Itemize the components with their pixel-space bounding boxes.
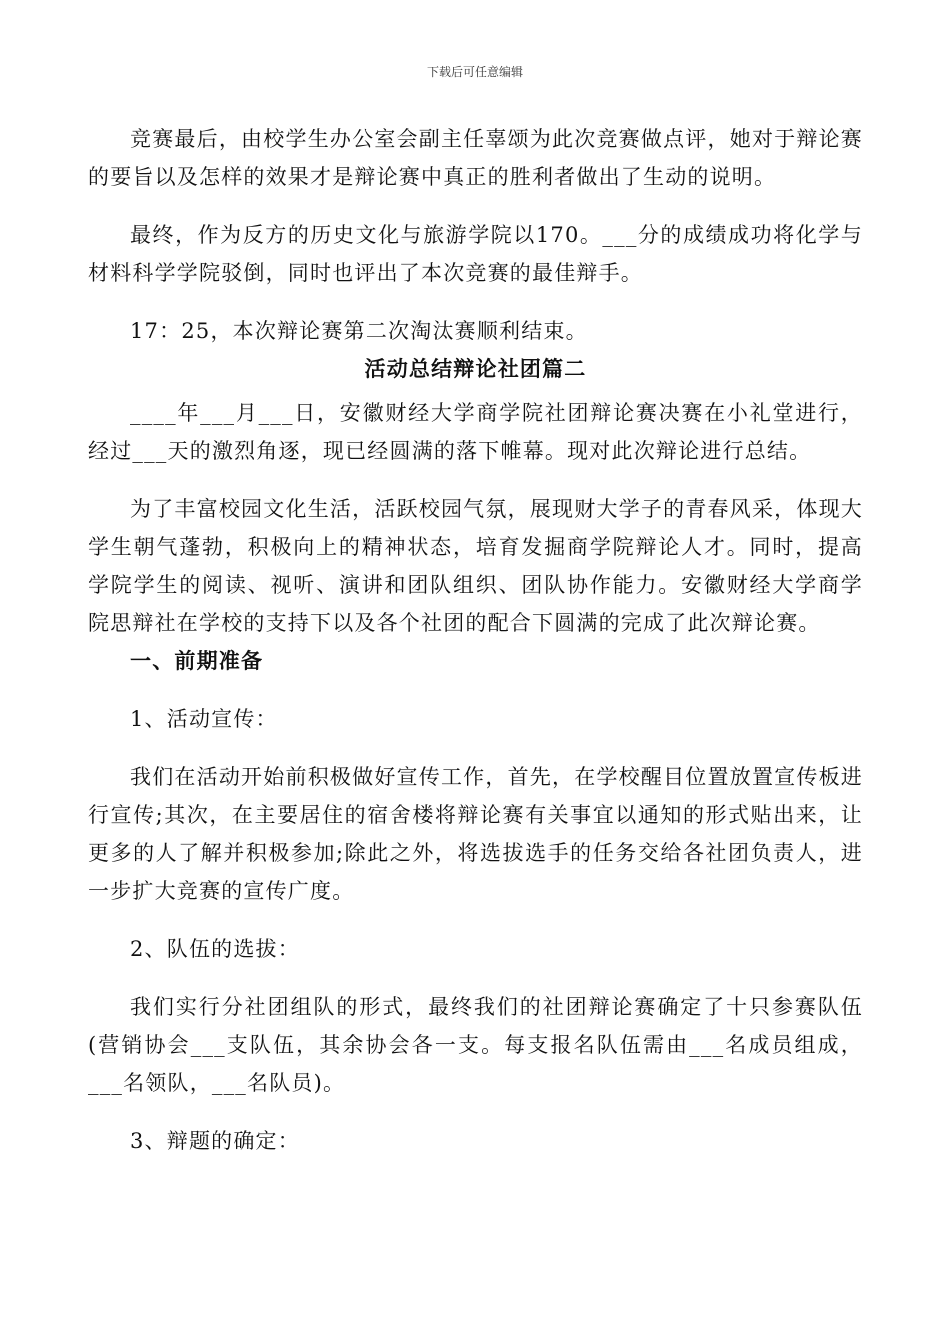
section-heading-preparation: 一、前期准备 bbox=[130, 648, 264, 673]
document-body bbox=[88, 120, 863, 1160]
paragraph-purpose: 为了丰富校园文化生活，活跃校园气氛，展现财大学子的青春风采，体现大学生朝气蓬勃，积极向上的精神状态，培育发掘商学院辩论人才。同时，提高学院学生的阅读、视听、演讲和团队组织、团队协作能力。安徽财经大学商学院思辩社在学校的支持下以及各个社团的配合下圆满的完成了此次辩论赛。 bbox=[88, 497, 863, 635]
paragraph-intro: ____年___月___日，安徽财经大学商学院社团辩论赛决赛在小礼堂进行，经过___天的激烈角逐，现已经圆满的落下帷幕。现对此次辩论进行总结。 bbox=[88, 401, 863, 463]
item-heading-promotion: 1、活动宣传： bbox=[130, 707, 278, 731]
paragraph-team-selection: 我们实行分社团组队的形式，最终我们的社团辩论赛确定了十只参赛队伍(营销协会___支队伍，其余协会各一支。每支报名队伍需由___名成员组成，___名领队，___名队员)。 bbox=[88, 995, 863, 1095]
paragraph-judge-comment: 竞赛最后，由校学生办公室会副主任辜颂为此次竞赛做点评，她对于辩论赛的要旨以及怎样的效果才是辩论赛中真正的胜利者做出了生动的说明。 bbox=[88, 127, 863, 189]
paragraph-final-result: 最终，作为反方的历史文化与旅游学院以170。___分的成绩成功将化学与材料科学学院驳倒，同时也评出了本次竞赛的最佳辩手。 bbox=[88, 223, 863, 285]
page-header: 下载后可任意编辑 bbox=[426, 65, 523, 79]
paragraph-promotion: 我们在活动开始前积极做好宣传工作，首先，在学校醒目位置放置宣传板进行宣传;其次，在主要居住的宿舍楼将辩论赛有关事宜以通知的形式贴出来，让更多的人了解并积极参加;除此之外，将选拔选手的任务交给各社团负责人，进一步扩大竞赛的宣传广度。 bbox=[88, 765, 863, 903]
section-title: 活动总结辩论社团篇二 bbox=[364, 356, 587, 381]
paragraph-end-time: 17：25，本次辩论赛第二次淘汰赛顺利结束。 bbox=[130, 319, 588, 343]
item-heading-team-selection: 2、队伍的选拔： bbox=[130, 937, 300, 961]
item-heading-topic: 3、辩题的确定： bbox=[130, 1129, 300, 1153]
